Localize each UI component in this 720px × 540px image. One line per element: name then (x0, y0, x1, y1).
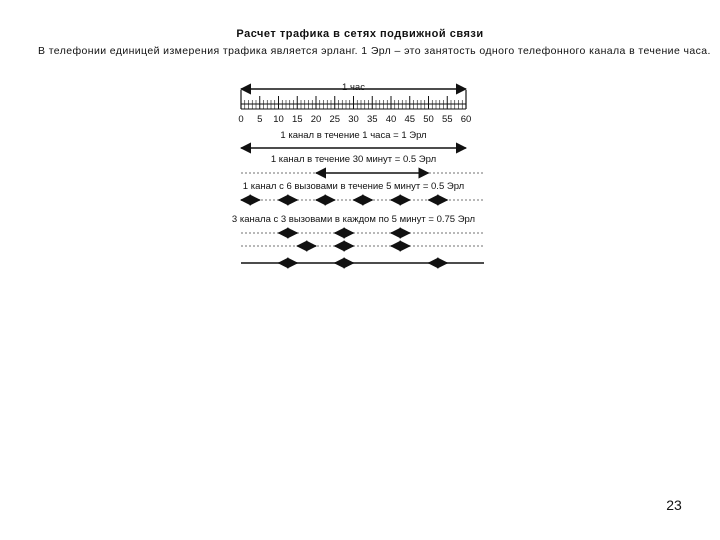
case-label: 1 канал в течение 30 минут = 0.5 Эрл (270, 154, 437, 165)
tick-label: 25 (329, 114, 341, 125)
case-label: 1 канал в течение 1 часа = 1 Эрл (280, 130, 427, 141)
hour-label: 1 час (342, 82, 365, 93)
slide-number: 23 (666, 497, 682, 513)
tick-label: 15 (291, 114, 303, 125)
tick-label: 0 (238, 114, 244, 125)
tick-label: 10 (273, 114, 284, 125)
tick-label: 45 (404, 114, 416, 125)
tick-label: 55 (441, 114, 453, 125)
page-title: Расчет трафика в сетях подвижной связи (236, 28, 484, 40)
tick-label: 50 (423, 114, 434, 125)
tick-label: 40 (385, 114, 397, 125)
tick-label: 60 (460, 114, 472, 125)
traffic-diagram-svg (0, 76, 720, 276)
traffic-diagram (0, 76, 720, 276)
tick-label: 20 (310, 114, 322, 125)
case-label: 3 канала с 3 вызовами в каждом по 5 минут = 0.75 Эрл (231, 214, 476, 225)
case-label: 1 канал с 6 вызовами в течение 5 минут = 0.5 Эрл (242, 181, 465, 192)
tick-label: 5 (257, 114, 263, 125)
intro-text: В телефонии единицей измерения трафика является эрланг. 1 Эрл – это занятость одного телефонного канала в течение часа. (38, 45, 711, 57)
tick-label: 30 (348, 114, 359, 125)
tick-label: 35 (366, 114, 378, 125)
